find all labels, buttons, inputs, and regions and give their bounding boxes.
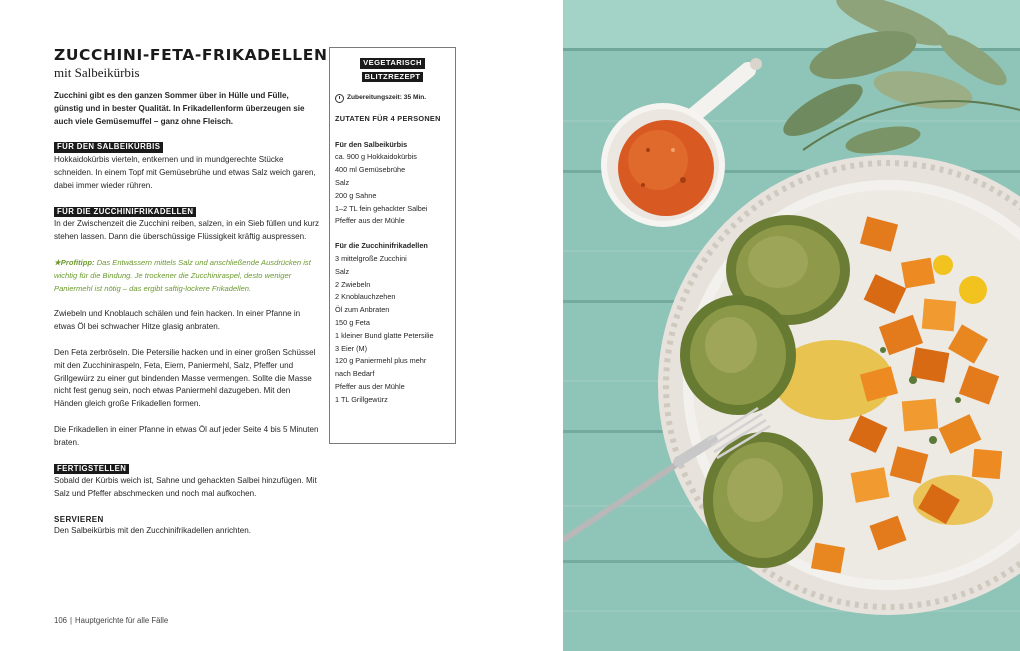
recipe-intro: Zucchini gibt es den ganzen Sommer über in Hülle und Fülle, günstig und in bester Qualität. In Frikadellenform überzeugen sie auch viele Gemüsemuffel – ganz ohne Fleisch. [54, 91, 305, 126]
ingredient-list-frikadellen [335, 253, 450, 407]
section-label-fertigstellen: FERTIGSTELLEN [54, 464, 129, 475]
step-servieren: Den Salbeikürbis mit den Zucchinifrikadellen anrichten. [54, 525, 252, 535]
section-label-frikadellen: FÜR DIE ZUCCHINIFRIKADELLEN [54, 207, 196, 218]
instructions-column [54, 90, 320, 538]
section-label-servieren: SERVIEREN [54, 514, 104, 524]
ingredient-item: Öl zum Anbraten [335, 305, 390, 315]
ingredient-item: 200 g Sahne [335, 190, 377, 200]
step-onion: Zwiebeln und Knoblauch schälen und fein hacken. In einer Pfanne in etwas Öl bei schwacher Hitze glasig anbraten. [54, 309, 301, 332]
ingredient-item: ca. 900 g Hokkaidokürbis [335, 152, 417, 162]
footer-separator: | [70, 616, 73, 625]
page-number: 106 [54, 616, 68, 625]
ingredients-heading: ZUTATEN FÜR 4 PERSONEN [335, 113, 441, 123]
ingredient-item: 2 Knoblauchzehen [335, 292, 396, 302]
ingredient-item: Pfeffer aus der Mühle [335, 216, 405, 226]
ingredient-list-kuerbis [335, 151, 450, 228]
page-footer [54, 616, 168, 625]
ingredient-item: 3 Eier (M) [335, 343, 368, 353]
chapter-name: Hauptgerichte für alle Fälle [75, 616, 169, 625]
step-kuerbis: Hokkaidokürbis vierteln, entkernen und in mundgerechte Stücke schneiden. In einem Topf mit Gemüsebrühe und etwas Salz weich garen, dabei immer wieder rühren. [54, 155, 316, 190]
ingredient-item: 120 g Paniermehl plus mehr [335, 356, 427, 366]
step-fry: Die Frikadellen in einer Pfanne in etwas Öl auf jeder Seite 4 bis 5 Minuten braten. [54, 424, 319, 447]
ingredient-item: 150 g Feta [335, 317, 370, 327]
ingredient-item: Salz [335, 266, 350, 276]
badge-blitzrezept: BLITZREZEPT [362, 72, 424, 83]
prep-time [335, 92, 450, 105]
prep-time-text: Zubereitungszeit: 35 Min. [347, 94, 427, 101]
ingredient-item: Pfeffer aus der Mühle [335, 381, 405, 391]
pro-tip-label: ★Profitipp: [54, 257, 95, 267]
recipe-title: ZUCCHINI-FETA-FRIKADELLEN [54, 46, 328, 64]
ingredient-item: 1 TL Grillgewürz [335, 394, 388, 404]
clock-icon [335, 94, 344, 103]
step-feta: Den Feta zerbröseln. Die Petersilie hacken und in einer großen Schüssel mit den Zucchiniraspeln, Feta, Eiern, Paniermehl, Salz, Pfeffer und Grillgewürz zu einer gut bindenden Masse vermengen. Sollte die Masse nicht fest genug sein, noch etwas Paniermehl dazugeben. Mit den Händen gleich große Frikadellen formen. [54, 347, 316, 409]
ingredient-item: nach Bedarf [335, 369, 375, 379]
dish-photo [563, 0, 1020, 651]
ingredients-box [329, 47, 456, 444]
step-frikadellen: In der Zwischenzeit die Zucchini reiben, salzen, in ein Sieb füllen und kurz stehen lassen. Dann die überschüssige Flüssigkeit kräftig auspressen. [54, 219, 319, 242]
ingredient-item: 1–2 TL fein gehackter Salbei [335, 203, 428, 213]
ingredient-item: Salz [335, 177, 350, 187]
ingredient-item: 1 kleiner Bund glatte Petersilie [335, 330, 434, 340]
badge-vegetarisch: VEGETARISCH [360, 58, 425, 69]
ingredient-group-title: Für den Salbeikürbis [335, 139, 408, 149]
badges [335, 57, 450, 84]
recipe-subtitle: mit Salbeikürbis [54, 65, 140, 80]
ingredient-item: 3 mittelgroße Zucchini [335, 253, 407, 263]
pro-tip-text: Das Entwässern mittels Salz und anschließende Ausdrücken ist wichtig für die Bindung. Je trockener die Zucchiniraspel, desto weniger Paniermehl ist nötig – das ergibt saftig-lockere Frikadellen. [54, 257, 311, 293]
ingredient-item: 400 ml Gemüsebrühe [335, 165, 406, 175]
section-label-kuerbis: FÜR DEN SALBEIKÜRBIS [54, 142, 163, 153]
pro-tip [54, 257, 320, 295]
ingredient-group-title: Für die Zucchinifrikadellen [335, 241, 428, 251]
ingredient-item: 2 Zwiebeln [335, 279, 371, 289]
step-fertigstellen: Sobald der Kürbis weich ist, Sahne und gehackten Salbei hinzufügen. Mit Salz und Pfeffer abschmecken und noch mal aufkochen. [54, 476, 317, 499]
